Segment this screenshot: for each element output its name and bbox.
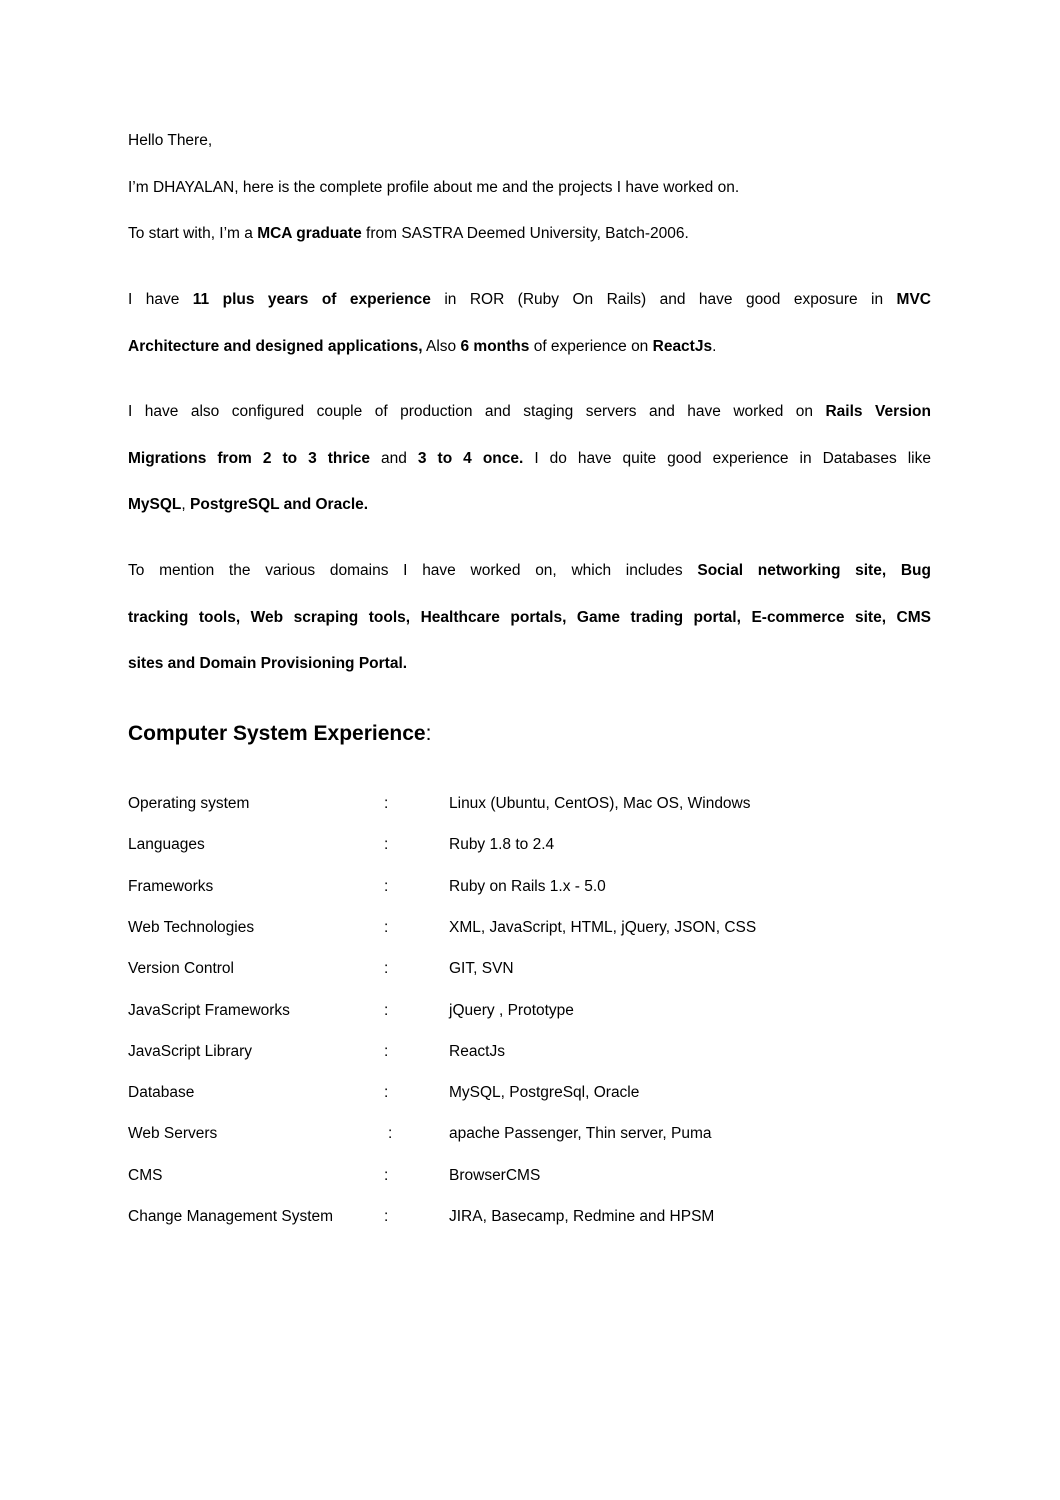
skill-row xyxy=(128,876,828,898)
skill-value: ReactJs xyxy=(449,1042,505,1060)
domains-paragraph xyxy=(128,548,931,688)
bold-text: MCA graduate xyxy=(257,225,362,242)
skill-value: XML, JavaScript, HTML, jQuery, JSON, CSS xyxy=(449,918,757,936)
skill-separator: : xyxy=(384,877,389,895)
skill-value: MySQL, PostgreSql, Oracle xyxy=(449,1084,640,1102)
skill-separator: : xyxy=(384,795,389,812)
bold-text: Migrations from 2 to 3 thrice xyxy=(128,449,370,467)
text: and xyxy=(369,449,418,467)
text: I have xyxy=(128,291,193,308)
skill-row xyxy=(128,1041,828,1063)
bold-text: Architecture and designed applications, xyxy=(128,337,423,355)
text: I do have quite good experience in Databases like xyxy=(523,449,931,467)
education-line xyxy=(128,223,689,245)
skill-value: BrowserCMS xyxy=(449,1166,541,1184)
bold-text: tracking tools, Web scraping tools, Healthcare portals, Game trading portal, E-commerce site, CMS xyxy=(128,608,931,626)
experience-paragraph xyxy=(128,277,931,370)
skill-separator: : xyxy=(388,1125,393,1143)
skill-row xyxy=(128,834,828,856)
text: To start with, I’m a xyxy=(128,225,258,242)
bold-text: sites and Domain Provisioning Portal. xyxy=(128,655,408,672)
skill-value: JIRA, Basecamp, Redmine and HPSM xyxy=(449,1208,715,1225)
paragraph-line xyxy=(128,548,931,595)
skill-separator: : xyxy=(384,1042,389,1060)
skill-label: Web Technologies xyxy=(128,918,255,936)
text: I have also configured couple of production and staging servers and have worked on xyxy=(128,403,826,420)
skill-label: Database xyxy=(128,1084,195,1102)
skill-value: Linux (Ubuntu, CentOS), Mac OS, Windows xyxy=(449,795,751,812)
skill-row xyxy=(128,1123,828,1145)
paragraph-line xyxy=(128,436,931,483)
section-title: Computer System Experience xyxy=(128,722,426,745)
skill-label: JavaScript Library xyxy=(128,1042,253,1060)
skill-row xyxy=(128,1082,828,1104)
text: . xyxy=(712,337,717,355)
skill-separator: : xyxy=(384,960,389,978)
skill-separator: : xyxy=(384,918,389,936)
skill-row xyxy=(128,1206,828,1228)
skill-separator: : xyxy=(384,1001,389,1019)
text: from SASTRA Deemed University, Batch-2006. xyxy=(361,225,689,242)
skill-label: Web Servers xyxy=(128,1125,218,1143)
skill-row xyxy=(128,1000,828,1022)
skill-value: jQuery , Prototype xyxy=(449,1001,574,1019)
skill-value: Ruby 1.8 to 2.4 xyxy=(449,836,555,854)
bold-text: Rails Version xyxy=(825,403,931,420)
bold-text: MySQL xyxy=(128,496,182,513)
skill-label: Operating system xyxy=(128,795,250,812)
skill-row xyxy=(128,958,828,980)
skill-separator: : xyxy=(384,1166,389,1184)
paragraph-line xyxy=(128,324,931,371)
paragraph-line xyxy=(128,277,931,324)
skill-value: GIT, SVN xyxy=(449,960,514,978)
skill-label: Languages xyxy=(128,836,205,854)
section-heading xyxy=(128,720,431,748)
text: , xyxy=(181,496,191,513)
skill-separator: : xyxy=(384,1208,389,1225)
skill-label: JavaScript Frameworks xyxy=(128,1001,290,1019)
bold-text: 3 to 4 once. xyxy=(417,449,524,467)
skill-row xyxy=(128,1165,828,1187)
bold-text: 11 plus years of experience xyxy=(192,291,431,308)
section-title-colon: : xyxy=(425,722,432,745)
greeting: Hello There, xyxy=(128,132,213,149)
intro-line: I’m DHAYALAN, here is the complete profile about me and the projects I have worked on. xyxy=(128,179,740,196)
servers-paragraph xyxy=(128,389,931,529)
skill-label: Change Management System xyxy=(128,1208,334,1225)
text: Also xyxy=(422,337,461,355)
skill-value: apache Passenger, Thin server, Puma xyxy=(449,1125,712,1143)
skill-label: Version Control xyxy=(128,960,234,978)
skill-label: Frameworks xyxy=(128,877,214,895)
text: of experience on xyxy=(529,337,653,355)
bold-text: MVC xyxy=(896,291,931,308)
bold-text: 6 months xyxy=(460,337,530,355)
skill-value: Ruby on Rails 1.x - 5.0 xyxy=(449,877,606,895)
bold-text: PostgreSQL and Oracle. xyxy=(190,496,369,513)
skill-separator: : xyxy=(384,1084,389,1102)
paragraph-line xyxy=(128,389,931,436)
bold-text: ReactJs xyxy=(652,337,713,355)
text: in ROR (Ruby On Rails) and have good exposure in xyxy=(430,291,897,308)
paragraph-line xyxy=(128,482,931,529)
paragraph-line xyxy=(128,641,931,688)
skill-label: CMS xyxy=(128,1166,163,1184)
text: To mention the various domains I have worked on, which includes xyxy=(128,562,698,579)
paragraph-line xyxy=(128,595,931,642)
skill-separator: : xyxy=(384,836,389,854)
skill-row xyxy=(128,793,828,815)
skill-row xyxy=(128,917,828,939)
bold-text: Social networking site, Bug xyxy=(697,562,931,579)
